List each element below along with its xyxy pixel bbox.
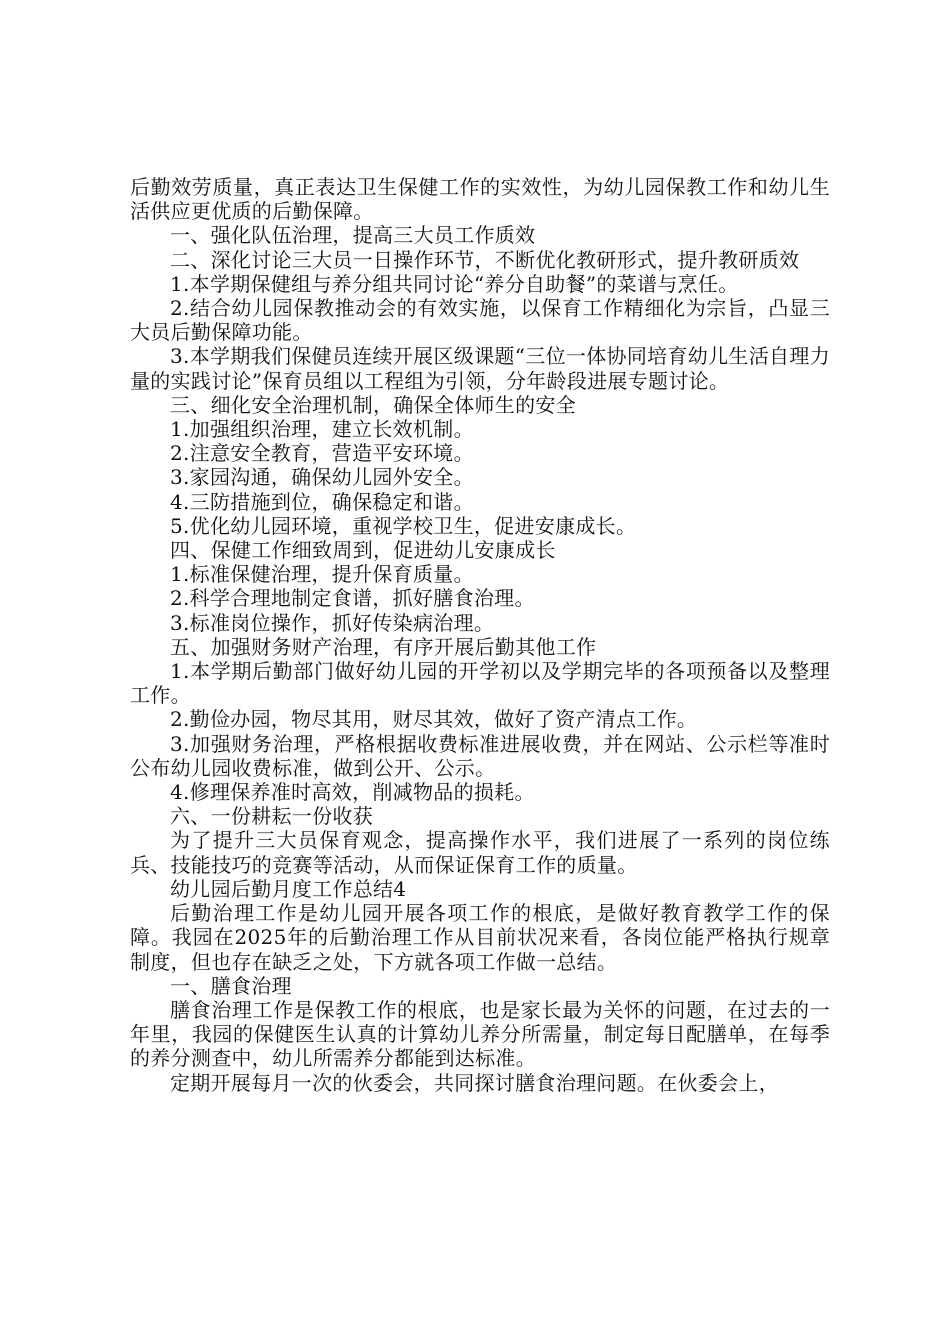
- paragraph: 五、加强财务财产治理，有序开展后勤其他工作: [170, 634, 597, 659]
- paragraph: 2.科学合理地制定食谱，抓好膳食治理。: [170, 586, 535, 611]
- paragraph: 2.勤俭办园，物尽其用，财尽其效，做好了资产清点工作。: [170, 707, 698, 732]
- paragraph: 四、保健工作细致周到，促进幼儿安康成长: [170, 538, 556, 563]
- paragraph: 一、强化队伍治理，提高三大员工作质效: [170, 223, 536, 248]
- paragraph: 1.加强组织治理，建立长效机制。: [170, 417, 474, 442]
- paragraph: 二、深化讨论三大员一日操作环节，不断优化教研形式，提升教研质效: [170, 247, 800, 272]
- paragraph: 1.本学期后勤部门做好幼儿园的开学初以及学期完毕的各项预备以及整理工作。: [130, 659, 830, 708]
- paragraph: 三、细化安全治理机制，确保全体师生的安全: [170, 392, 576, 417]
- paragraph: 一、膳食治理: [170, 973, 292, 998]
- paragraph: 4.修理保养准时高效，削减物品的损耗。: [170, 780, 535, 805]
- paragraph: 3.标准岗位操作，抓好传染病治理。: [170, 610, 495, 635]
- paragraph: 为了提升三大员保育观念，提高操作水平，我们进展了一系列的岗位练兵、技能技巧的竞赛等活动，从而保证保育工作的质量。: [130, 828, 830, 877]
- paragraph: 膳食治理工作是保教工作的根底，也是家长最为关怀的问题，在过去的一年里，我园的保健医生认真的计算幼儿养分所需量，制定每日配膳单，在每季的养分测查中，幼儿所需养分都能到达标准。: [130, 997, 830, 1071]
- paragraph: 4.三防措施到位，确保稳定和谐。: [170, 489, 474, 514]
- paragraph: 1.标准保健治理，提升保育质量。: [170, 562, 474, 587]
- paragraph: 1.本学期保健组与养分组共同讨论“养分自助餐”的菜谱与烹任。: [170, 271, 739, 296]
- paragraph: 3.加强财务治理，严格根据收费标准进展收费，并在网站、公示栏等准时公布幼儿园收费标准，做到公开、公示。: [130, 731, 830, 780]
- paragraph: 六、一份耕耘一份收获: [170, 804, 373, 829]
- paragraph: 幼儿园后勤月度工作总结4: [170, 876, 407, 901]
- paragraph: 后勤治理工作是幼儿园开展各项工作的根底，是做好教育教学工作的保障。我园在2025年的后勤治理工作从目前状况来看，各岗位能严格执行规章制度，但也存在缺乏之处，下方就各项工作做一总结。: [130, 901, 830, 974]
- paragraph: 3.本学期我们保健员连续开展区级课题“三位一体协同培育幼儿生活自理力量的实践讨论”保育员组以工程组为引领，分年龄段进展专题讨论。: [130, 344, 830, 393]
- paragraph: 2.注意安全教育，营造平安环境。: [170, 441, 474, 466]
- document-body: [130, 175, 830, 1095]
- paragraph: 5.优化幼儿园环境，重视学校卫生，促进安康成长。: [170, 513, 637, 538]
- paragraph: 定期开展每月一次的伙委会，共同探讨膳食治理问题。在伙委会上，: [170, 1070, 779, 1095]
- paragraph: 3.家园沟通，确保幼儿园外安全。: [170, 465, 474, 490]
- paragraph: 后勤效劳质量，真正表达卫生保健工作的实效性，为幼儿园保教工作和幼儿生活供应更优质的后勤保障。: [130, 175, 830, 224]
- paragraph: 2.结合幼儿园保教推动会的有效实施，以保育工作精细化为宗旨，凸显三大员后勤保障功能。: [130, 296, 830, 345]
